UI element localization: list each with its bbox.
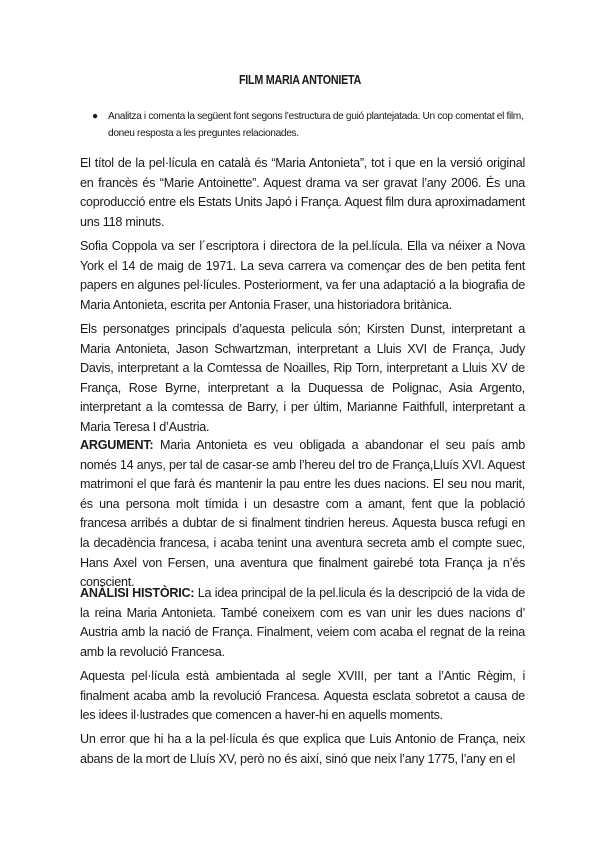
paragraph-director: Sofia Coppola va ser l´escriptora i directora de la pel.lícula. Ella va néixer a Nova York el 14 de maig de 1971. La seva carrera va començar des de ben petita fent papers en algunes pel·lícules. Posteriorment, va fer una adaptació a la biografia de Maria Antonieta, escrita per Antonia Fraser, una historiadora britànica. — [80, 239, 525, 312]
instruction-bullet-item — [92, 108, 532, 142]
paragraph-argument — [80, 436, 525, 593]
paragraph-setting: Aquesta pel·lícula està ambientada al segle XVIII, per tant a l’Antic Règim, i finalment acaba amb la revolució Francesa. Aquesta esclata sobretot a causa de les idees il·lustrades que comencen a haver-hi en aquells moments. — [80, 669, 525, 723]
instruction-line-1: Analitza i comenta la següent font segons l’estructura de guió plantejatada. Un cop comentat el film, — [108, 111, 524, 122]
bullet-icon: ● — [92, 111, 98, 122]
historical-analysis-text: La idea principal de la pel.licula és la descripció de la vida de la reina Maria Antonieta. També coneixem com es van unir les dues nacions d’ Austria amb la nació de França. Finalment, veiem com acaba el regnat de la reina amb la revolució Francesa. — [80, 586, 525, 659]
argument-label: ARGUMENT: — [80, 438, 154, 452]
instruction-line-2: doneu resposta a les preguntes relacionades. — [108, 128, 299, 139]
document-title: FILM MARIA ANTONIETA — [238, 73, 362, 87]
paragraph-error: Un error que hi ha a la pel·lícula és que explica que Luis Antonio de França, neix abans de la mort de Lluís XV, però no és així, sinó que neix l’any 1775, l’any en el — [80, 732, 525, 766]
historical-analysis-label: ANÀLISI HISTÒRIC: — [80, 586, 195, 600]
paragraph-characters: Els personatges principals d’aquesta pelicula són; Kirsten Dunst, interpretant a Maria Antonieta, Jason Schwartzman, interpretant a Lluis XVI de França, Judy Davis, interpretant a la Comtessa de Noailles, Rip Torn, interpretant a Lluis XV de França, Rose Byrne, interpretant a la Duquessa de Polignac, Asia Argento, interpretant a la comtessa de Barry, i per últim, Marianne Faithfull, interpretant a Maria Teresa I d’Austria. — [80, 322, 525, 434]
argument-text: Maria Antonieta es veu obligada a abandonar el seu país amb només 14 anys, per tal de casar-se amb l’hereu del tro de França,Lluís XVI. Aquest matrimoni el que farà és mantenir la pau entre les dues nacions. El seu nou marit, és una persona molt tímida i un desastre com a amant, fent que la població francesa arribés a dubtar de si finalment tindrien hereus. Aquesta busca refugi en la decadència francesa, i acaba tenint una aventura secreta amb el compte suec, Hans Axel von Fersen, una aventura que finalment gairebé tota França ja n’és conscient. — [80, 438, 525, 590]
paragraph-historical-analysis — [80, 584, 525, 662]
paragraph-film-info: El títol de la pel·lícula en català és “Maria Antonieta”, tot i que en la versió original en francès és “Marie Antoinette”. Aquest drama va ser gravat l’any 2006. És una coproducció entre els Estats Units Japó i França. Aquest film dura aproximadament uns 118 minuts. — [80, 156, 525, 229]
